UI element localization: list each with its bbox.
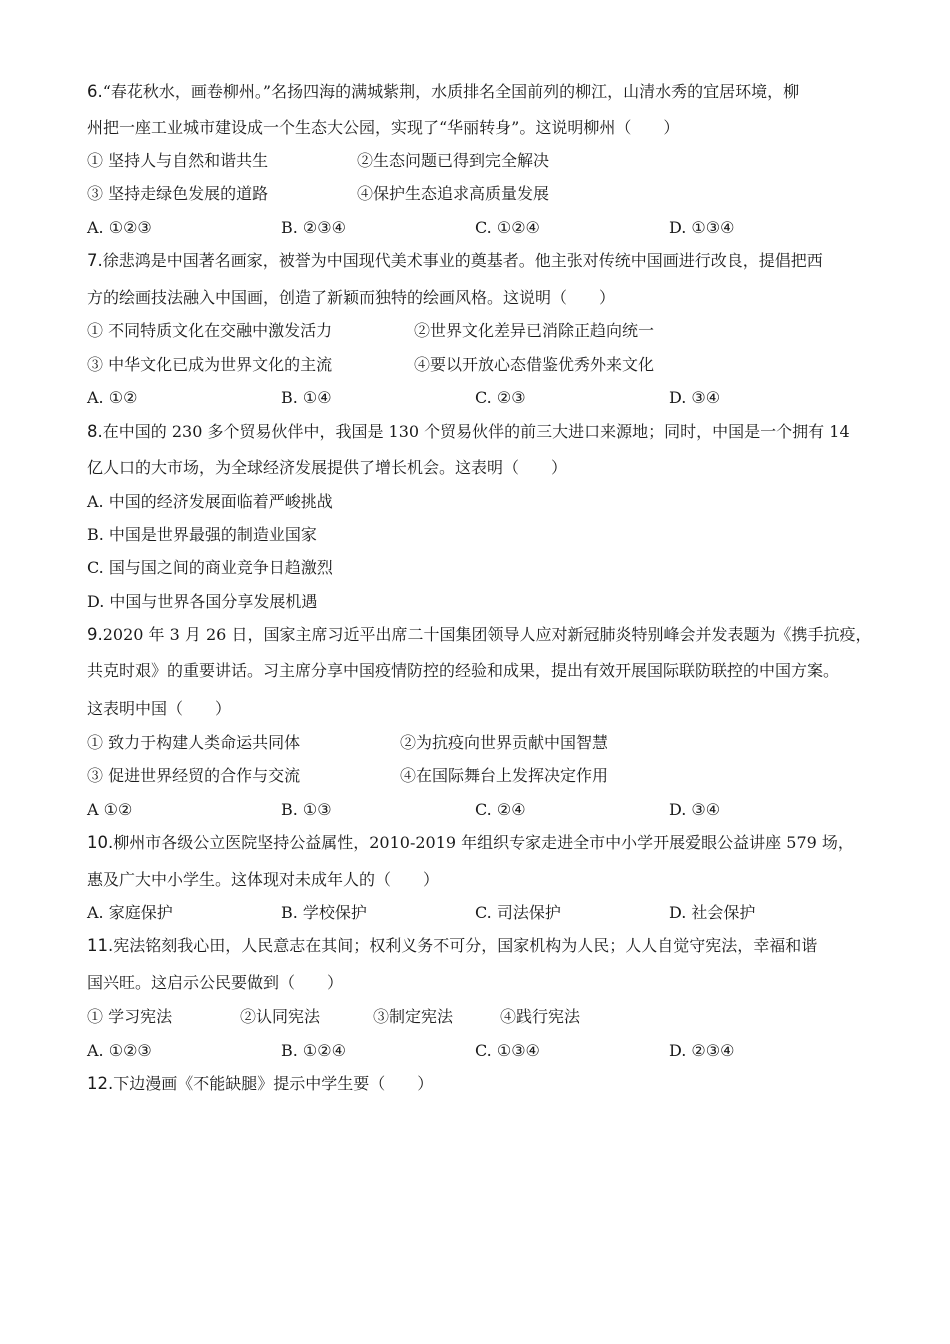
- q9-line-2: 共克时艰》的重要讲话。习主席分享中国疫情防控的经验和成果，提出有效开展国际联防联控的中国方案。: [87, 661, 840, 680]
- q8-line-1: 8.在中国的 230 多个贸易伙伴中，我国是 130 个贸易伙伴的前三大进口来源地；同时，中国是一个拥有 14: [87, 422, 850, 441]
- q10-option-a: A. 家庭保护: [87, 903, 173, 922]
- q6-option-a: A. ①②③: [87, 218, 152, 237]
- q6-statement-2: ②生态问题已得到完全解决: [357, 151, 550, 170]
- q7-line-1: 7.徐悲鸿是中国著名画家，被誉为中国现代美术事业的奠基者。他主张对传统中国画进行改良，提倡把西: [87, 251, 823, 270]
- q7-option-d: D. ③④: [669, 388, 721, 407]
- q11-line-2: 国兴旺。这启示公民要做到（ ）: [87, 973, 344, 992]
- q7-statement-4: ④要以开放心态借鉴优秀外来文化: [414, 355, 655, 374]
- q8-choice-c: C. 国与国之间的商业竞争日趋激烈: [87, 558, 333, 577]
- q7-statement-1: ① 不同特质文化在交融中激发活力: [87, 321, 333, 340]
- q7-option-b: B. ①④: [281, 388, 332, 407]
- q11-statement-3: ③制定宪法: [373, 1007, 454, 1026]
- q7-statement-2: ②世界文化差异已消除正趋向统一: [414, 321, 655, 340]
- q9-option-a: A ①②: [87, 800, 133, 819]
- q9-line-3: 这表明中国（ ）: [87, 699, 232, 718]
- q6-option-c: C. ①②④: [475, 218, 540, 237]
- q10-option-d: D. 社会保护: [669, 903, 756, 922]
- q9-option-d: D. ③④: [669, 800, 721, 819]
- q12-line-1: 12.下边漫画《不能缺腿》提示中学生要（ ）: [87, 1074, 434, 1093]
- q7-statement-3: ③ 中华文化已成为世界文化的主流: [87, 355, 333, 374]
- q11-option-b: B. ①②④: [281, 1041, 346, 1060]
- q11-statement-2: ②认同宪法: [240, 1007, 321, 1026]
- q10-option-b: B. 学校保护: [281, 903, 367, 922]
- q6-option-d: D. ①③④: [669, 218, 735, 237]
- q10-option-c: C. 司法保护: [475, 903, 561, 922]
- q11-option-c: C. ①③④: [475, 1041, 540, 1060]
- q9-statement-1: ① 致力于构建人类命运共同体: [87, 733, 301, 752]
- q11-option-d: D. ②③④: [669, 1041, 735, 1060]
- q6-line-1: 6.“春花秋水，画卷柳州。”名扬四海的满城紫荆，水质排名全国前列的柳江，山清水秀的宜居环境，柳: [87, 82, 800, 101]
- q11-line-1: 11.宪法铭刻我心田，人民意志在其间；权利义务不可分，国家机构为人民；人人自觉守宪法，幸福和谐: [87, 936, 818, 955]
- q9-statement-4: ④在国际舞台上发挥决定作用: [400, 766, 609, 785]
- q6-line-2: 州把一座工业城市建设成一个生态大公园，实现了“华丽转身”。这说明柳州（ ）: [87, 118, 680, 137]
- q8-choice-b: B. 中国是世界最强的制造业国家: [87, 525, 317, 544]
- q9-option-b: B. ①③: [281, 800, 332, 819]
- q7-line-2: 方的绘画技法融入中国画，创造了新颖而独特的绘画风格。这说明（ ）: [87, 288, 616, 307]
- q7-option-a: A. ①②: [87, 388, 138, 407]
- q9-option-c: C. ②④: [475, 800, 526, 819]
- q6-statement-3: ③ 坚持走绿色发展的道路: [87, 184, 269, 203]
- q6-statement-1: ① 坚持人与自然和谐共生: [87, 151, 269, 170]
- q9-line-1: 9.2020 年 3 月 26 日，国家主席习近平出席二十国集团领导人应对新冠肺炎特别峰会并发表题为《携手抗疫，: [87, 625, 872, 644]
- q8-choice-d: D. 中国与世界各国分享发展机遇: [87, 592, 318, 611]
- q10-line-1: 10.柳州市各级公立医院坚持公益属性，2010-2019 年组织专家走进全市中小学开展爱眼公益讲座 579 场，: [87, 833, 854, 852]
- q6-statement-4: ④保护生态追求高质量发展: [357, 184, 550, 203]
- q9-statement-2: ②为抗疫向世界贡献中国智慧: [400, 733, 609, 752]
- q8-line-2: 亿人口的大市场，为全球经济发展提供了增长机会。这表明（ ）: [87, 458, 568, 477]
- q6-option-b: B. ②③④: [281, 218, 346, 237]
- q8-choice-a: A. 中国的经济发展面临着严峻挑战: [87, 492, 333, 511]
- q11-option-a: A. ①②③: [87, 1041, 152, 1060]
- q9-statement-3: ③ 促进世界经贸的合作与交流: [87, 766, 301, 785]
- q11-statement-1: ① 学习宪法: [87, 1007, 173, 1026]
- q7-option-c: C. ②③: [475, 388, 526, 407]
- q10-line-2: 惠及广大中小学生。这体现对未成年人的（ ）: [87, 870, 440, 889]
- q11-statement-4: ④践行宪法: [500, 1007, 581, 1026]
